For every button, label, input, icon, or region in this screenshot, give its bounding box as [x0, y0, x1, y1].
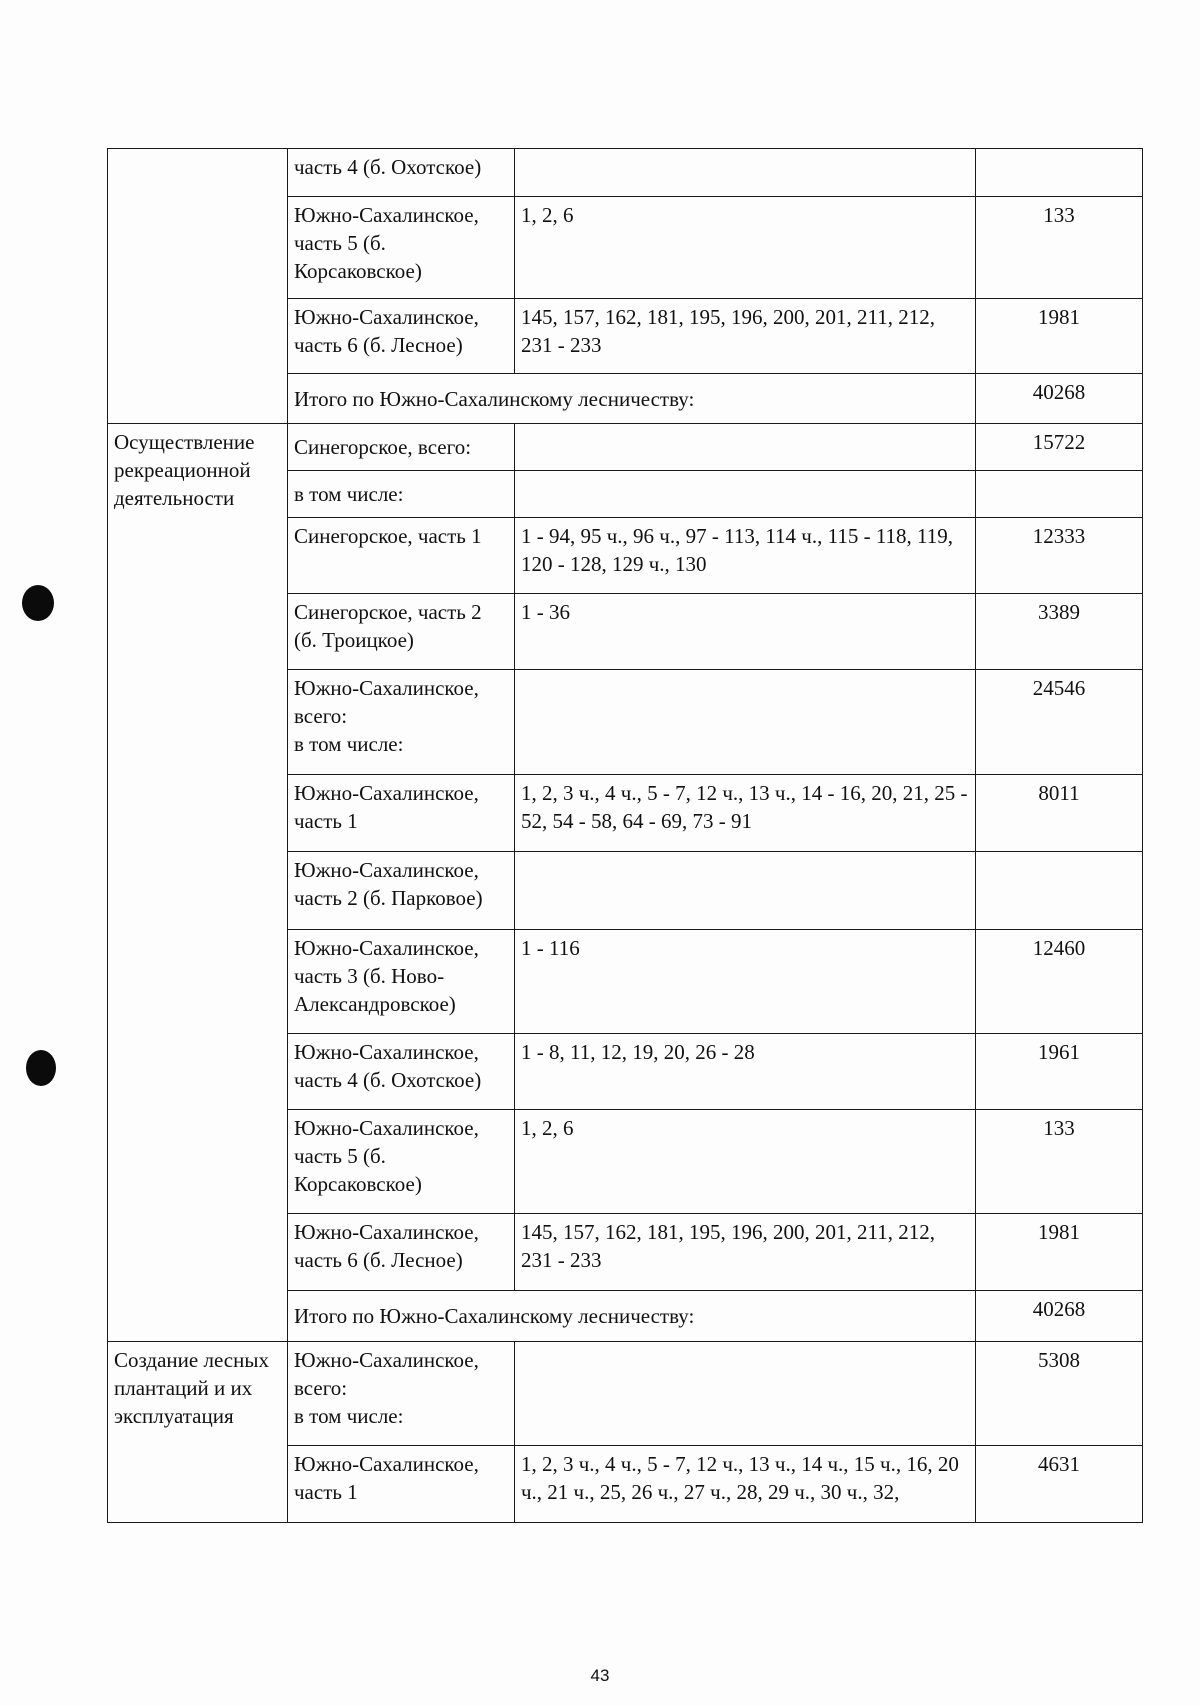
total-label: Итого по Южно-Сахалинскому лесничеству:	[288, 1291, 976, 1342]
forestry-line: Корсаковское)	[294, 1172, 422, 1196]
forestry-line: часть 1	[294, 809, 358, 833]
forestry-line: часть 2 (б. Парковое)	[294, 886, 483, 910]
area-cell: 12333	[976, 518, 1143, 594]
forestry-cell	[288, 594, 515, 670]
area-cell: 133	[976, 1110, 1143, 1214]
forestry-line: в том числе:	[294, 732, 404, 756]
forestry-line: Южно-Сахалинское,	[294, 1040, 479, 1064]
forestry-line: часть 6 (б. Лесное)	[294, 1248, 463, 1272]
forestry-line: часть 6 (б. Лесное)	[294, 333, 463, 357]
forestry-line: часть 5 (б.	[294, 231, 386, 255]
forestry-cell	[288, 1034, 515, 1110]
forestry-cell	[288, 1446, 515, 1523]
forestry-cell	[288, 775, 515, 852]
forestry-line: Южно-Сахалинское,	[294, 1220, 479, 1244]
forestry-line: часть 3 (б. Ново-	[294, 964, 445, 988]
forestry-cell: Синегорское, часть 1	[288, 518, 515, 594]
quarters-cell	[515, 149, 976, 197]
forestry-cell	[288, 197, 515, 299]
forestry-cell: часть 4 (б. Охотское)	[288, 149, 515, 197]
quarters-cell: 1, 2, 3 ч., 4 ч., 5 - 7, 12 ч., 13 ч., 14 - 16, 20, 21, 25 - 52, 54 - 58, 64 - 69, 73 - 91	[515, 775, 976, 852]
forestry-line: Южно-Сахалинское,	[294, 781, 479, 805]
forestry-cell: в том числе:	[288, 471, 515, 518]
quarters-cell: 1, 2, 6	[515, 197, 976, 299]
area-cell: 1981	[976, 299, 1143, 374]
quarters-cell: 1, 2, 6	[515, 1110, 976, 1214]
quarters-cell: 1 - 94, 95 ч., 96 ч., 97 - 113, 114 ч., 115 - 118, 119, 120 - 128, 129 ч., 130	[515, 518, 976, 594]
forestry-cell: Синегорское, всего:	[288, 424, 515, 471]
forestry-line: Южно-Сахалинское,	[294, 1452, 479, 1476]
forestry-line: Александровское)	[294, 992, 456, 1016]
area-cell: 1961	[976, 1034, 1143, 1110]
total-label: Итого по Южно-Сахалинскому лесничеству:	[288, 374, 976, 424]
quarters-cell	[515, 471, 976, 518]
forestry-cell	[288, 930, 515, 1034]
page-number: 43	[590, 1666, 610, 1685]
forestry-line: в том числе:	[294, 1404, 404, 1428]
forestry-line: (б. Троицкое)	[294, 628, 414, 652]
forestry-line: Южно-Сахалинское,	[294, 676, 479, 700]
category-cell: Осуществление рекреационной деятельности	[108, 424, 288, 1342]
table-row	[108, 424, 1143, 471]
area-cell: 40268	[976, 1291, 1143, 1342]
table-row	[108, 149, 1143, 197]
forestry-line: часть 1	[294, 1480, 358, 1504]
forestry-cell	[288, 670, 515, 775]
area-cell: 15722	[976, 424, 1143, 471]
table-row	[108, 1342, 1143, 1446]
forestry-line: Синегорское, часть 2	[294, 600, 482, 624]
forestry-line: всего:	[294, 704, 348, 728]
area-cell	[976, 149, 1143, 197]
area-cell: 12460	[976, 930, 1143, 1034]
category-cell: Создание лесных плантаций и их эксплуатация	[108, 1342, 288, 1523]
area-cell: 133	[976, 197, 1143, 299]
area-cell: 1981	[976, 1214, 1143, 1291]
quarters-cell: 1 - 116	[515, 930, 976, 1034]
quarters-cell	[515, 670, 976, 775]
forestry-line: Корсаковское)	[294, 259, 422, 283]
forestry-line: Южно-Сахалинское,	[294, 1116, 479, 1140]
area-cell: 4631	[976, 1446, 1143, 1523]
forest-use-table	[107, 148, 1143, 1523]
area-cell: 5308	[976, 1342, 1143, 1446]
forestry-line: часть 4 (б. Охотское)	[294, 1068, 482, 1092]
forestry-cell	[288, 1214, 515, 1291]
quarters-cell: 1, 2, 3 ч., 4 ч., 5 - 7, 12 ч., 13 ч., 14 ч., 15 ч., 16, 20 ч., 21 ч., 25, 26 ч., 27 ч., 28, 29 ч., 30 ч., 32,	[515, 1446, 976, 1523]
punch-hole-mark	[26, 1050, 56, 1086]
category-cell-continued	[108, 149, 288, 424]
forestry-line: всего:	[294, 1376, 348, 1400]
quarters-cell	[515, 1342, 976, 1446]
area-cell	[976, 852, 1143, 930]
quarters-cell	[515, 852, 976, 930]
forestry-cell	[288, 299, 515, 374]
forestry-line: Южно-Сахалинское,	[294, 858, 479, 882]
area-cell	[976, 471, 1143, 518]
area-cell: 40268	[976, 374, 1143, 424]
area-cell: 24546	[976, 670, 1143, 775]
area-cell: 3389	[976, 594, 1143, 670]
forestry-line: Южно-Сахалинское,	[294, 936, 479, 960]
forestry-cell	[288, 1342, 515, 1446]
quarters-cell: 145, 157, 162, 181, 195, 196, 200, 201, 211, 212, 231 - 233	[515, 299, 976, 374]
quarters-cell: 145, 157, 162, 181, 195, 196, 200, 201, 211, 212, 231 - 233	[515, 1214, 976, 1291]
punch-hole-mark	[22, 585, 54, 621]
forestry-line: Южно-Сахалинское,	[294, 203, 479, 227]
forestry-line: часть 5 (б.	[294, 1144, 386, 1168]
quarters-cell: 1 - 36	[515, 594, 976, 670]
quarters-cell: 1 - 8, 11, 12, 19, 20, 26 - 28	[515, 1034, 976, 1110]
quarters-cell	[515, 424, 976, 471]
forestry-line: Южно-Сахалинское,	[294, 305, 479, 329]
forestry-line: Южно-Сахалинское,	[294, 1348, 479, 1372]
forestry-cell	[288, 1110, 515, 1214]
area-cell: 8011	[976, 775, 1143, 852]
forestry-cell	[288, 852, 515, 930]
